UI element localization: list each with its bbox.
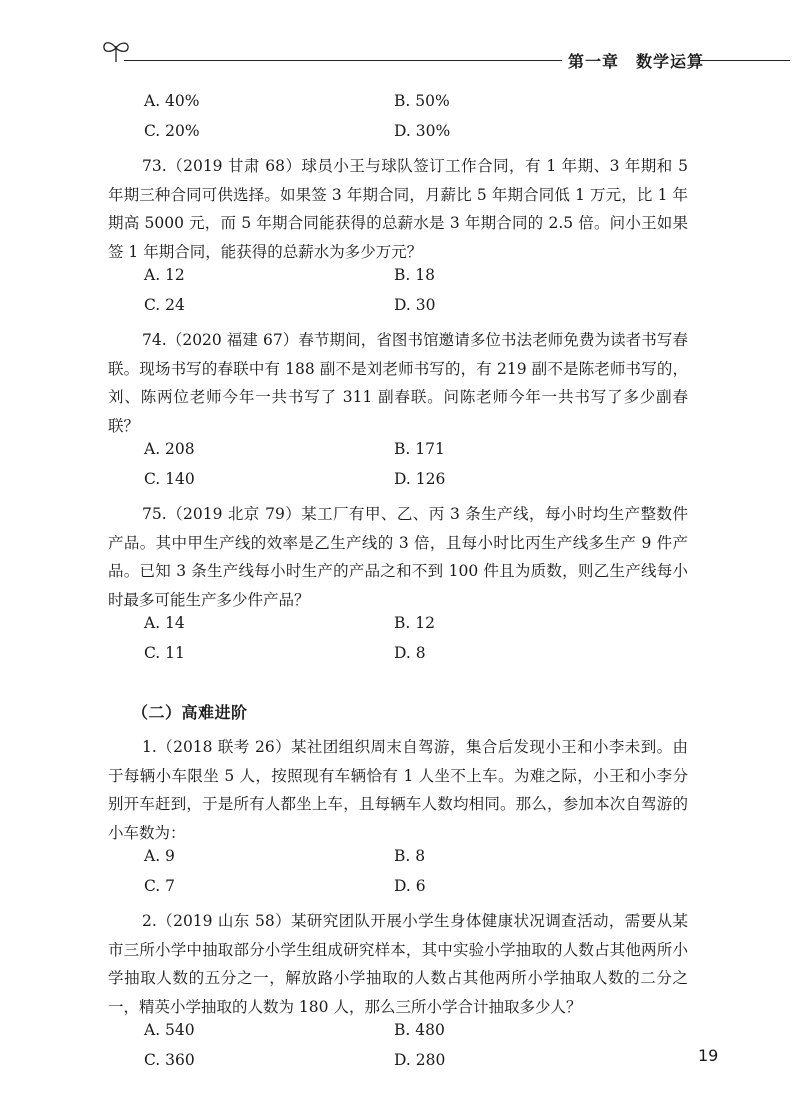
header-rule-left <box>124 60 562 61</box>
chapter-title: 第一章 数学运算 <box>568 52 705 71</box>
section-heading: （二）高难进阶 <box>132 703 248 722</box>
option-left: A. 540 <box>144 1021 195 1039</box>
option-left: A. 40% <box>144 92 200 110</box>
answer-options-row <box>108 92 688 122</box>
option-right: B. 8 <box>394 847 426 865</box>
answer-options-row <box>108 470 688 500</box>
question-text: 73.（2019 甘肃 68）球员小王与球队签订工作合同，有 1 年期、3 年期和 5 年期三种合同可供选择。如果签 3 年期合同，月薪比 5 年期合同低 1 万元，比 1 年期高 5000 元，而 5 年期合同能获得的总薪水是 3 年期合同的 2.5 倍。问小王如果签 1 年期合同，能获得的总薪水为多少万元？ <box>108 157 688 261</box>
page-header <box>100 36 790 76</box>
option-left: A. 208 <box>144 440 195 458</box>
sprout-icon <box>100 36 134 66</box>
answer-options-row <box>108 847 688 877</box>
answer-options-row <box>108 1021 688 1051</box>
question-text: 74.（2020 福建 67）春节期间，省图书馆邀请多位书法老师免费为读者书写春联。现场书写的春联中有 188 副不是刘老师书写的，有 219 副不是陈老师书写的，刘、陈两位老师今年一共书写了 311 副春联。问陈老师今年一共书写了多少副春联？ <box>108 331 688 435</box>
option-left: A. 12 <box>144 266 185 284</box>
option-left: C. 20% <box>144 122 200 140</box>
option-right: D. 6 <box>394 877 426 895</box>
option-left: C. 24 <box>144 296 185 314</box>
answer-options-row <box>108 644 688 674</box>
option-left: A. 9 <box>144 847 175 865</box>
answer-options-row <box>108 1051 688 1081</box>
option-right: D. 8 <box>394 644 426 662</box>
question-text: 75.（2019 北京 79）某工厂有甲、乙、丙 3 条生产线，每小时均生产整数件产品。其中甲生产线的效率是乙生产线的 3 倍，且每小时比丙生产线多生产 9 件产品。已知 3 条生产线每小时生产的产品之和不到 100 件且为质数，则乙生产线每小时最多可能生产多少件产品？ <box>108 505 688 609</box>
option-right: D. 30 <box>394 296 436 314</box>
header-rule-right <box>700 60 790 61</box>
option-right: B. 12 <box>394 614 435 632</box>
answer-options-row <box>108 614 688 644</box>
question-text: 1.（2018 联考 26）某社团组织周末自驾游，集合后发现小王和小李未到。由于每辆小车限坐 5 人，按照现有车辆恰有 1 人坐不上车。为难之际，小王和小李分别开车赶到，于是所有人都坐上车，且每辆车人数均相同。那么，参加本次自驾游的小车数为： <box>108 738 688 842</box>
option-right: B. 480 <box>394 1021 445 1039</box>
option-left: A. 14 <box>144 614 185 632</box>
option-left: C. 11 <box>144 644 185 662</box>
option-left: C. 140 <box>144 470 195 488</box>
page-content <box>108 92 688 1081</box>
option-left: C. 360 <box>144 1051 195 1069</box>
answer-options-row <box>108 122 688 152</box>
option-right: D. 30% <box>394 122 451 140</box>
question-text: 2.（2019 山东 58）某研究团队开展小学生身体健康状况调查活动，需要从某市三所小学中抽取部分小学生组成研究样本，其中实验小学抽取的人数占其他两所小学抽取人数的五分之一，解放路小学抽取的人数占其他两所小学抽取人数的二分之一，精英小学抽取的人数为 180 人，那么三所小学合计抽取多少人？ <box>108 912 688 1016</box>
answer-options-row <box>108 440 688 470</box>
page-number: 19 <box>698 1046 719 1065</box>
answer-options-row <box>108 266 688 296</box>
answer-options-row <box>108 877 688 907</box>
option-right: D. 280 <box>394 1051 446 1069</box>
option-left: C. 7 <box>144 877 176 895</box>
option-right: B. 18 <box>394 266 435 284</box>
option-right: B. 171 <box>394 440 445 458</box>
option-right: D. 126 <box>394 470 446 488</box>
option-right: B. 50% <box>394 92 450 110</box>
answer-options-row <box>108 296 688 326</box>
